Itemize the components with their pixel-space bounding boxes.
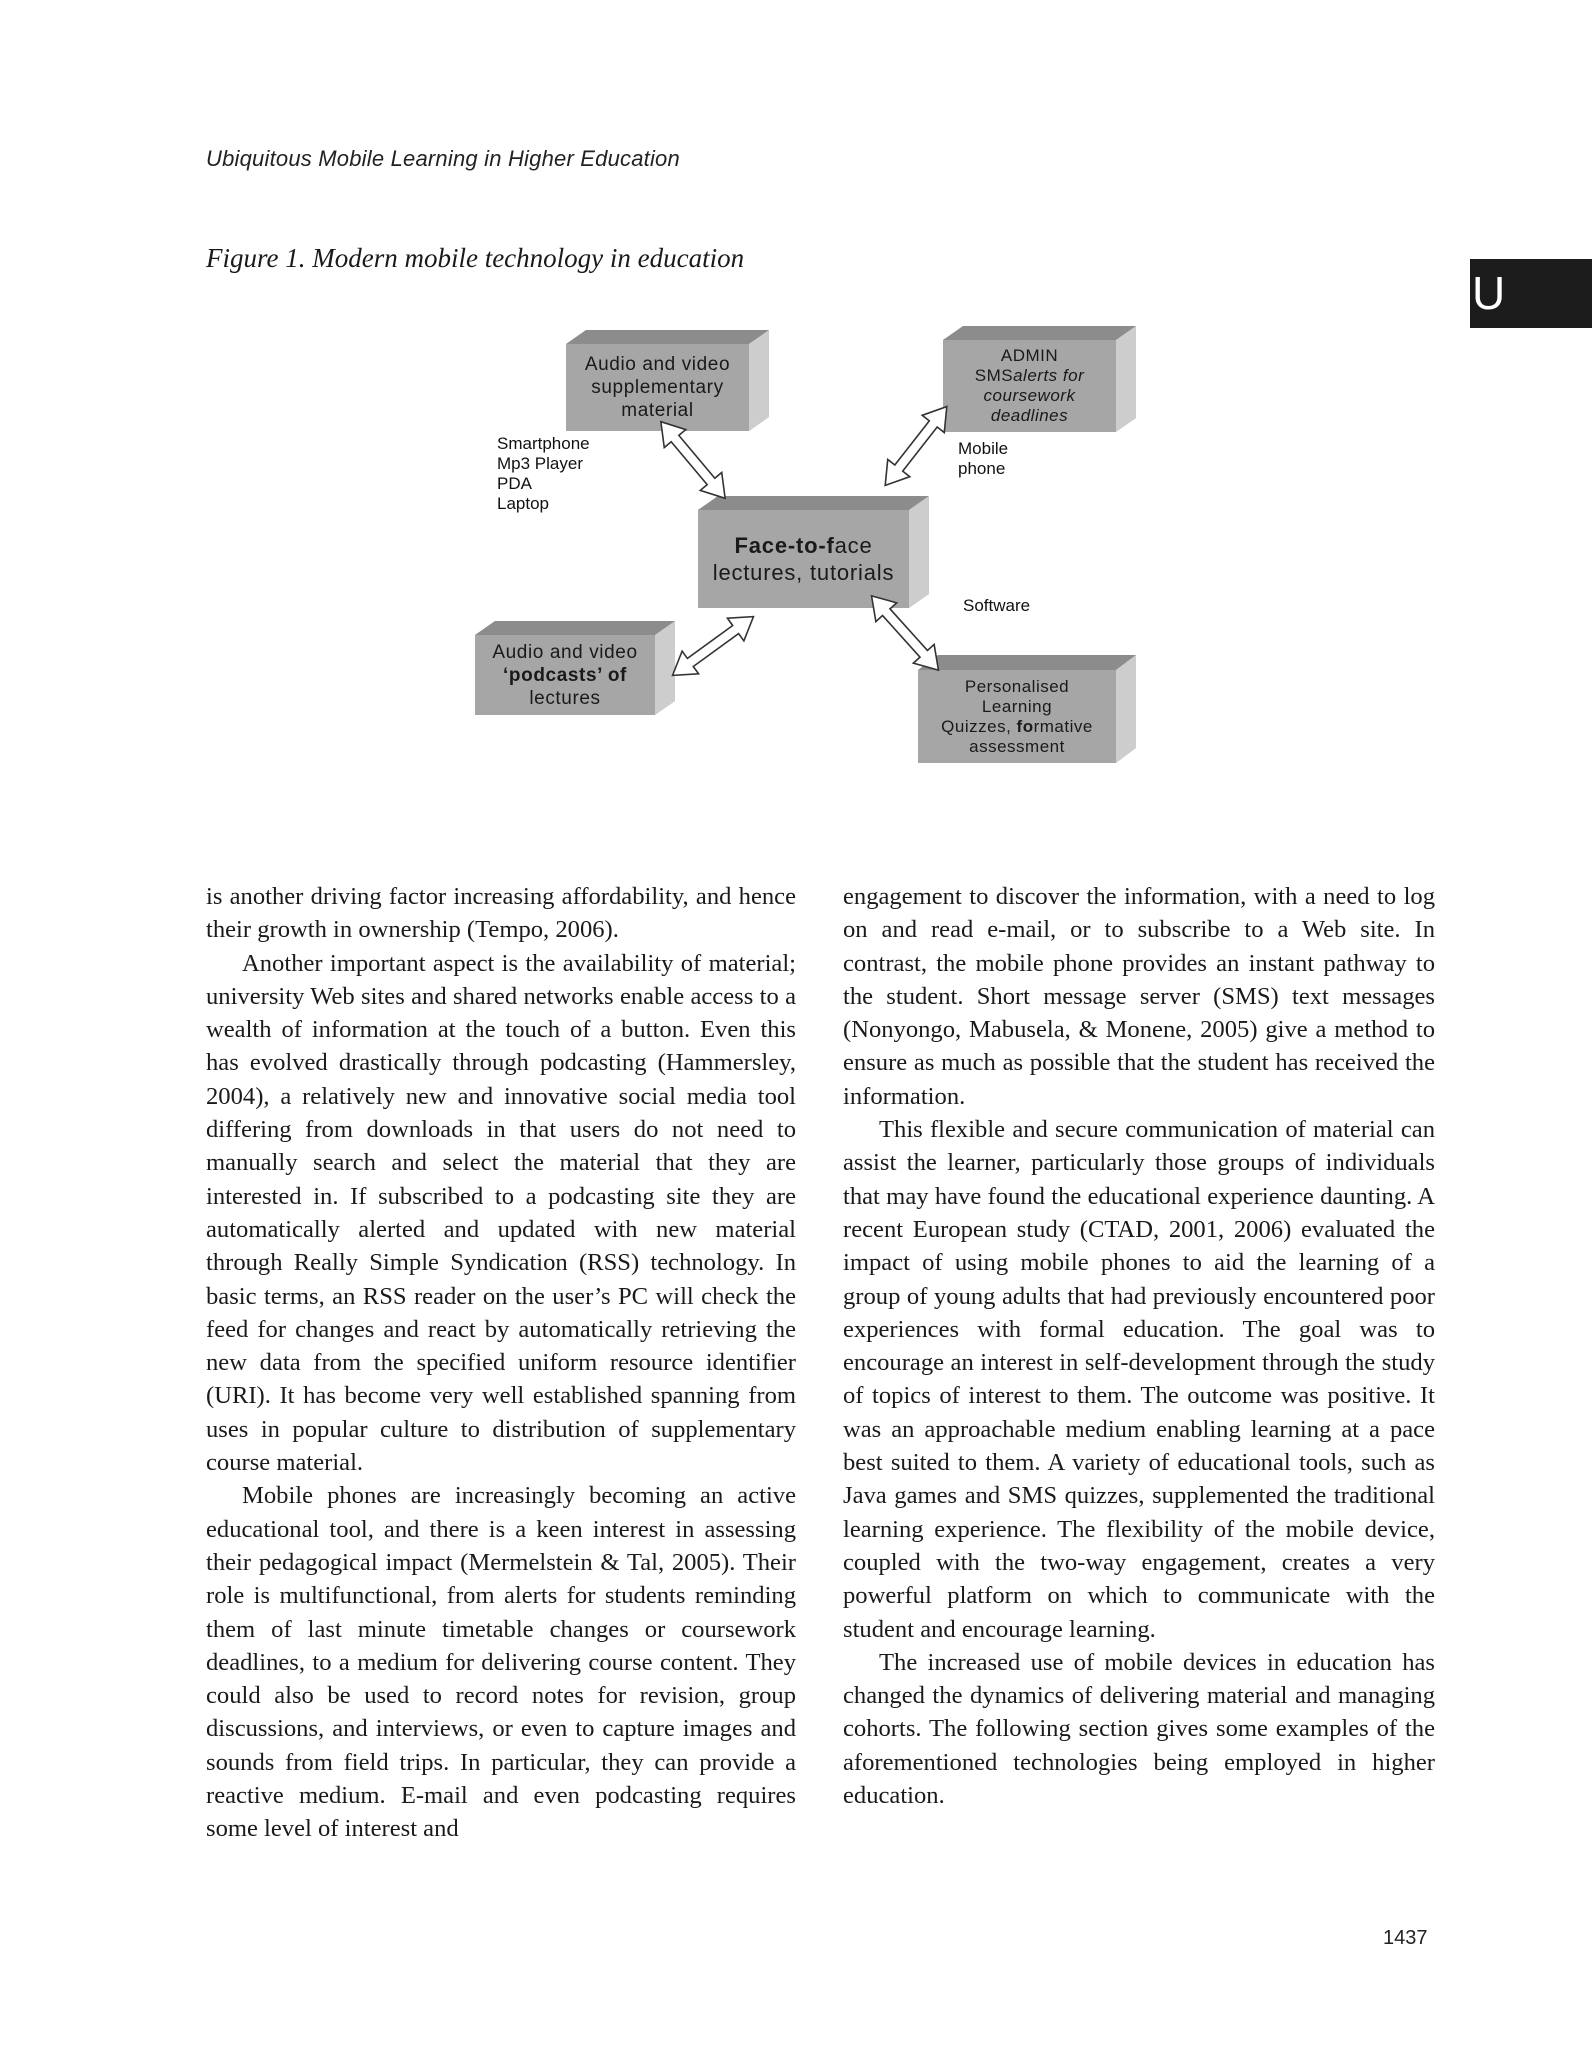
device-smartphone: Smartphone [497,434,590,453]
body-left-column [206,880,796,1846]
body-right-column [843,880,1435,1812]
devices-list-left [497,434,590,514]
paragraph: Mobile phones are increasingly becoming an active educational tool, and there is a keen interest in assessing their pedagogical impact (Mermelstein & Tal, 2005). Their role is multifunctional, from alerts for students reminding them of last minute timetable changes or coursework deadlines, to a medium for delivering course content. They could also be used to record notes for revision, group discussions, and interviews, or even to capture images and sounds from field trips. In particular, they can provide a reactive medium. E-mail and even podcasting requires some level of interest and [206,1482,796,1843]
paragraph: is another driving factor increasing affordability, and hence their growth in ownership (Tempo, 2006). [206,883,796,944]
paragraph: engagement to discover the information, with a need to log on and read e-mail, or to subscribe to a Web site. In contrast, the mobile phone provides an instant pathway to the student. Short message server (SMS) text messages (Nonyongo, Mabusela, & Monene, 2005) give a method to ensure as much as possible that the student has received the information. [843,883,1435,1110]
label-admin-sms: ADMIN SMSalerts for coursework deadlines [974,346,1085,425]
device-phone: phone [958,459,1006,478]
figure-caption: Figure 1. Modern mobile technology in education [206,243,745,273]
software-label: Software [963,596,1031,615]
figure-diagram [0,0,1592,800]
device-mobile: Mobile [958,439,1009,458]
devices-list-right [958,439,1008,479]
label-supplementary-material: Audio and video supplementary material [584,354,731,421]
label-podcasts: Audio and video ‘podcasts’ of lectures [492,641,638,709]
label-face-to-face: Face-to-face lectures, tutorials [712,533,895,585]
device-mp3-player: Mp3 Player [497,454,583,473]
paragraph: This flexible and secure communication of material can assist the learner, particularly those groups of individuals that may have found the educational experience daunting. A recent European study (CTAD, 2001, 2006) evaluated the impact of using mobile phones to aid the learning of a group of young adults that had previously encountered poor experiences with formal education. The goal was to encourage an interest in self-development through the study of topics of interest to them. The outcome was positive. It was an approachable medium enabling learning at a pace best suited to them. A variety of educational tools, such as Java games and SMS quizzes, supplemented the traditional learning experience. The flexibility of the mobile device, coupled with the two-way engagement, creates a very powerful platform on which to communicate with the student and encourage learning. [843,1116,1435,1643]
section-tab: U [1470,259,1592,328]
paragraph: The increased use of mobile devices in education has changed the dynamics of delivering material and managing cohorts. The following section gives some examples of the aforementioned technologies being employed in higher education. [843,1648,1435,1810]
paragraph: Another important aspect is the availability of material; university Web sites and shared networks enable access to a wealth of information at the touch of a button. Even this has evolved drastically through podcasting (Hammersley, 2004), a relatively new and innovative social media tool differing from downloads in that users do not need to manually search and select the material that they are interested in. If subscribed to a podcasting site they are automatically alerted and updated with new material through Really Simple Syndication (RSS) technology. In basic terms, an RSS reader on the user’s PC will check the feed for changes and react by automatically retrieving the new data from the specified uniform resource identifier (URI). It has become very well established spanning from uses in popular culture to distribution of supplementary course material. [206,949,796,1477]
arrow-podcasts-to-center [664,605,761,686]
device-laptop: Laptop [497,494,549,513]
device-pda: PDA [497,474,532,493]
label-personalised-learning: Personalised Learning Quizzes, formative assessment [941,677,1093,756]
page-number: 1437 [1383,1927,1428,1949]
running-title: Ubiquitous Mobile Learning in Higher Education [206,146,680,171]
